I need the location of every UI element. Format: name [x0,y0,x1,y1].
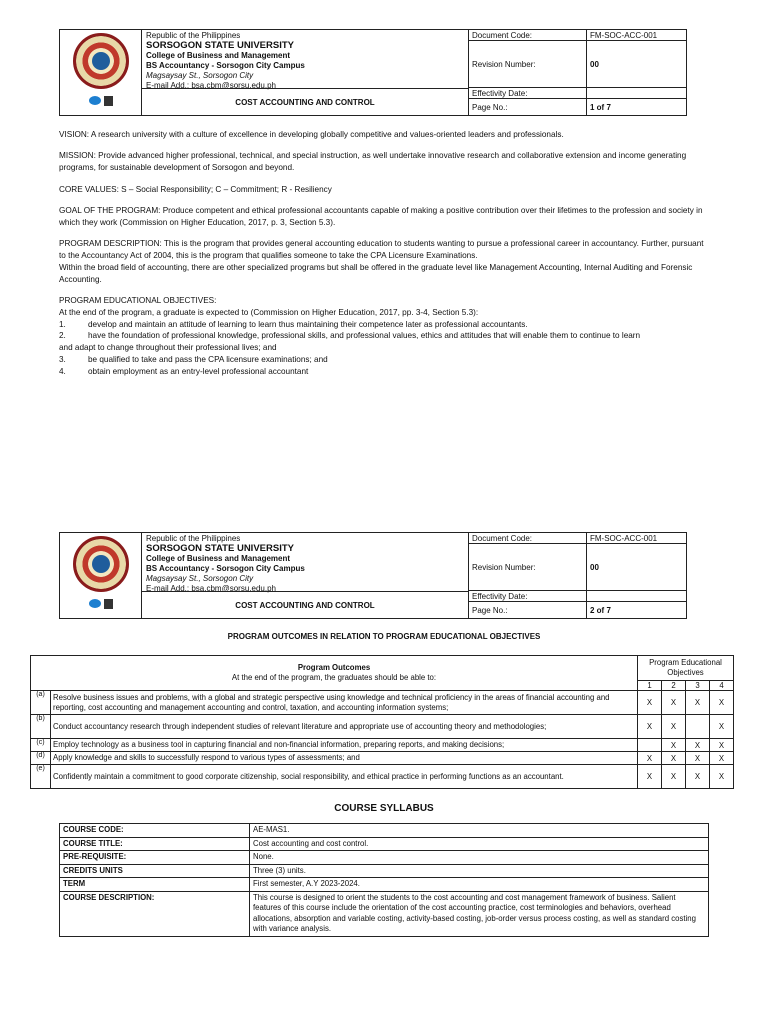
certification-badges [89,96,113,106]
table-row: COURSE CODE: AE-MAS1. [60,824,709,838]
course-title-header: COST ACCOUNTING AND CONTROL [142,591,468,618]
revision-label: Revision Number: [469,41,587,87]
table-row: (b) Conduct accountancy research through independent studies of relevant literature and appropriate use of accounting theory and methodologies; X X X [31,715,734,739]
email: E-mail Add.: bsa.cbm@sorsu.edu.ph [146,584,276,593]
peo-col-2: 2 [662,681,686,691]
university-info [142,30,469,115]
document-header-page1 [59,29,687,116]
page-label: Page No.: [469,99,587,115]
list-item: 3. be qualified to take and pass the CPA licensure examinations; and [59,354,328,364]
certification-badge-icon [89,599,101,608]
table-row: (c) Employ technology as a business tool in capturing financial and non-financial information, preparing reports, and making decisions; X X X [31,739,734,752]
table-row: COURSE TITLE: Cost accounting and cost control. [60,837,709,851]
page-label: Page No.: [469,602,587,618]
peo-header: Program Educational Objectives [638,656,734,681]
effectivity-label: Effectivity Date: [469,591,587,601]
certification-badges [89,599,113,609]
objectives-title: PROGRAM EDUCATIONAL OBJECTIVES: [59,295,217,305]
revision-value: 00 [590,59,599,69]
effectivity-label: Effectivity Date: [469,88,587,98]
document-meta [469,30,686,115]
effectivity-value [587,591,686,601]
table-row: TERM First semester, A.Y 2023-2024. [60,878,709,892]
university-info [142,533,469,618]
republic-text: Republic of the Philippines [146,31,241,40]
program-description-p2: Within the broad field of accounting, there are other specialized programs but shall be offered in the graduate level like Management Accounting, Internal Auditing and Forensic Accounting. [59,262,693,284]
program-description [59,238,709,285]
college-name: College of Business and Management [146,51,291,60]
university-name: SORSOGON STATE UNIVERSITY [146,543,294,554]
po-header-sub: At the end of the program, the graduates should be able to: [231,673,437,682]
revision-value: 00 [590,562,599,572]
objectives-intro: At the end of the program, a graduate is expected to (Commission on Higher Education, 2017, pp. 3-4, Section 5.3): [59,307,479,317]
table-row: (d) Apply knowledge and skills to successfully respond to various types of assessments; and X X X X [31,752,734,765]
logo-cell [60,533,142,618]
program-outcomes-table [30,655,734,789]
po-header-title: Program Outcomes [297,663,371,672]
doc-code-label: Document Code: [469,30,587,40]
page-number: 1 of 7 [590,102,611,112]
doc-code-value: FM-SOC-ACC-001 [590,533,658,543]
list-item: 1. develop and maintain an attitude of learning to learn thus maintaining their competence later as professional accountants. [59,319,528,329]
table-row: PRE-REQUISITE: None. [60,851,709,865]
program-campus: BS Accountancy - Sorsogon City Campus [146,61,305,70]
po-section-title: PROGRAM OUTCOMES IN RELATION TO PROGRAM EDUCATIONAL OBJECTIVES [227,632,541,641]
address: Magsaysay St., Sorsogon City [146,71,254,80]
list-item-continuation: and adapt to change throughout their professional lives; and [59,343,277,353]
university-seal-icon [73,33,129,89]
core-values-text: CORE VALUES: S – Social Responsibility; C – Commitment; R - Resiliency [59,184,332,194]
course-syllabus-table [59,823,709,937]
republic-text: Republic of the Philippines [146,534,241,543]
logo-cell [60,30,142,115]
certification-badge-icon [89,96,101,105]
program-campus: BS Accountancy - Sorsogon City Campus [146,564,305,573]
table-row: COURSE DESCRIPTION: This course is designed to orient the students to the cost accounting and cost management framework of business. Salient features of this course include the orientation of the cost accounting practice, cost terminologies and behaviors, overhead allocations, absorption and variable costing, activity-based costing, job-order versus process costing, as well as standard costing with variance analysis. [60,891,709,936]
goal-text: GOAL OF THE PROGRAM: Produce competent and ethical professional accountants capable of making a positive contribution over their lifetimes to the profession and society in which they work (Commission on Higher Education, 2017, p. 3, Section 5.3). [59,205,703,227]
college-name: College of Business and Management [146,554,291,563]
doc-code-value: FM-SOC-ACC-001 [590,30,658,40]
document-header-page2 [59,532,687,619]
page1-body [59,129,709,378]
po-header [31,656,638,691]
effectivity-value [587,88,686,98]
iso-badge-icon [104,96,113,106]
table-row: (a) Resolve business issues and problems, with a global and strategic perspective using knowledge and technical proficiency in the areas of financial accounting and reporting, cost accounting and management accounting and control, taxation, and accounting information systems; X X X X [31,691,734,715]
mission-text: MISSION: Provide advanced higher professional, technical, and special instruction, as well undertake innovative research and collaborative extension and income generating programs, for sustainable development of Sorsogon and beyond. [59,151,687,173]
list-item: 2. have the foundation of professional knowledge, professional skills, and professional values, ethics and attitudes that will enable them to continue to learn [59,331,641,341]
peo-col-4: 4 [710,681,734,691]
university-name: SORSOGON STATE UNIVERSITY [146,40,294,51]
doc-code-label: Document Code: [469,533,587,543]
table-row: (e) Confidently maintain a commitment to good corporate citizenship, social responsibility, and ethical practice in performing functions as an accountant. X X X X [31,765,734,789]
address: Magsaysay St., Sorsogon City [146,574,254,583]
program-description-p1: PROGRAM DESCRIPTION: This is the program that provides general accounting education to students wanting to pursue a professional career in accountancy. Further, pursuant to the Accountancy Act of 2004, this is the program that qualifies someone to take the CPA Licensure Examinations. [59,239,704,260]
syllabus-title: COURSE SYLLABUS [334,803,434,814]
vision-text: VISION: A research university with a culture of excellence in developing globally competitive and values-oriented leaders and professionals. [59,130,564,139]
email: E-mail Add.: bsa.cbm@sorsu.edu.ph [146,81,276,90]
iso-badge-icon [104,599,113,609]
page-number: 2 of 7 [590,605,611,615]
course-title-header: COST ACCOUNTING AND CONTROL [142,88,468,115]
revision-label: Revision Number: [469,544,587,590]
list-item: 4. obtain employment as an entry-level professional accountant [59,366,309,376]
table-row: CREDITS UNITS Three (3) units. [60,864,709,878]
university-seal-icon [73,536,129,592]
peo-col-1: 1 [638,681,662,691]
peo-col-3: 3 [686,681,710,691]
document-meta [469,533,686,618]
